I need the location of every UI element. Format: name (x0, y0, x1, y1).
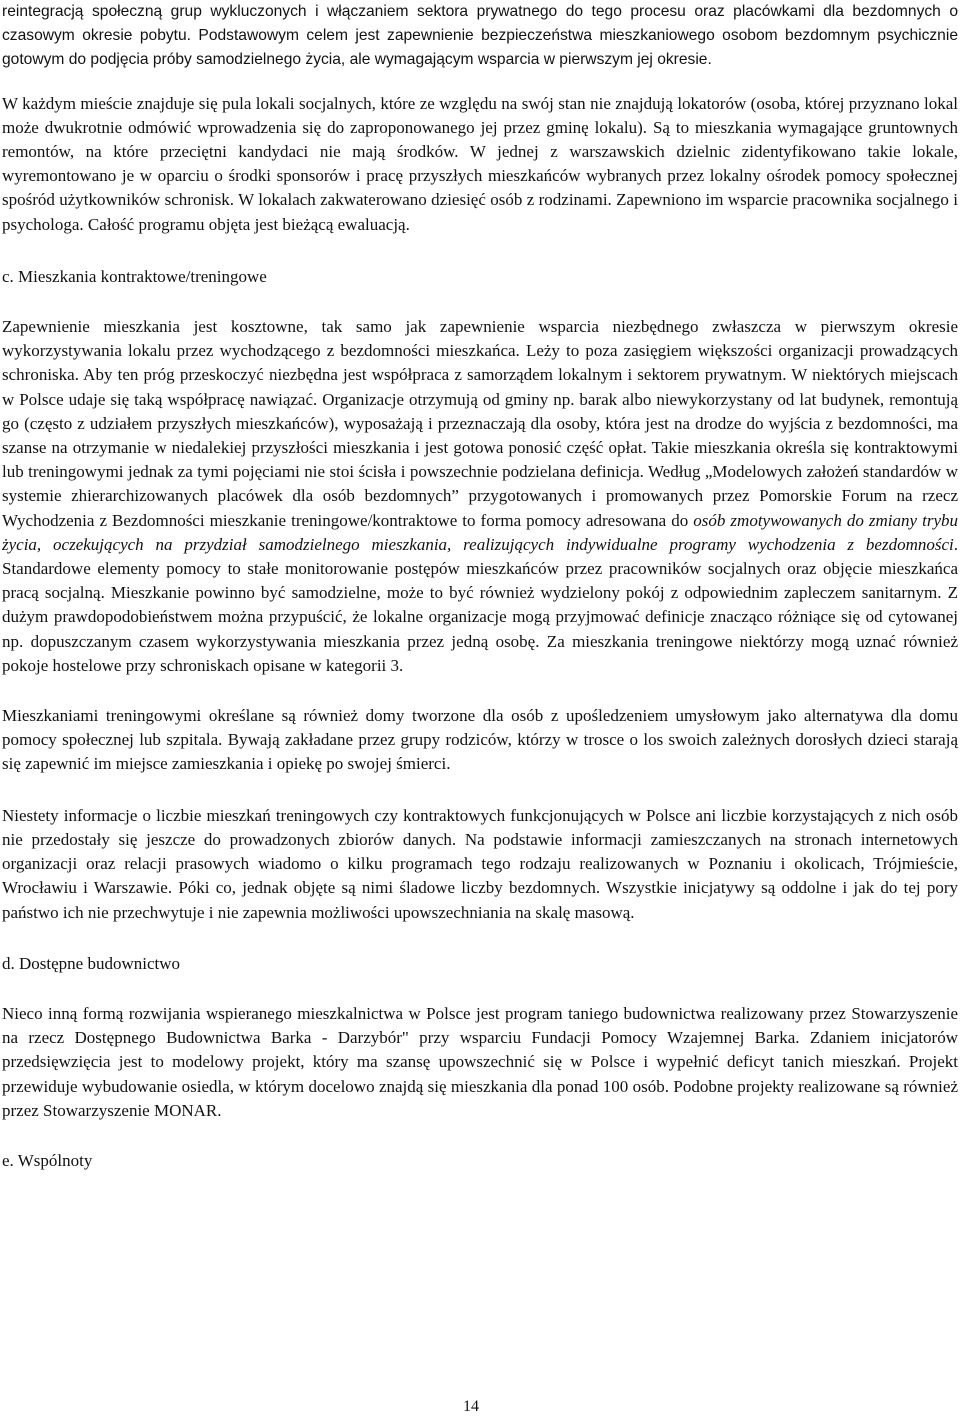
section-heading-c: c. Mieszkania kontraktowe/treningowe (2, 266, 267, 286)
paragraph-contract-housing-part-1: Zapewnienie mieszkania jest kosztowne, tak samo jak zapewnienie wsparcia niezbędnego zwłaszcza w pierwszym okresie wykorzystywania lokalu przez wychodzącego z bezdomności mieszkańca. Leży to poza zasięgiem większości organizacji prowadzących schroniska. Aby ten próg przeskoczyć niezbędna jest współpraca z samorządem lokalnym i sektorem prywatnym. W niektórych miejscach w Polsce udaje się taką współpracę nawiązać. Organizacje otrzymują od gminy np. barak albo niewykorzystany od lat budynek, remontują go (często z udziałem przyszłych mieszkańców), wyposażają i przeznaczają dla osoby, która jest na drodze do wyjścia z bezdomności, ma szanse na otrzymanie w niedalekiej przyszłości mieszkania i jest gotowa ponosić część opłat. Takie mieszkania określa się kontraktowymi lub treningowymi jednak za tymi pojęciami nie stoi ścisła i powszechnie podzielana definicja. Według „Modelowych założeń standardów w systemie zhierarchizowanych placówek dla osób bezdomnych” przygotowanych i promowanych przez Pomorskie Forum na rzecz Wychodzenia z Bezdomności mieszkanie treningowe/kontraktowe to forma pomocy adresowana do (2, 317, 958, 530)
page-number: 14 (463, 1398, 479, 1415)
paragraph-affordable-building: Nieco inną formą rozwijania wspieranego mieszkalnictwa w Polsce jest program taniego budownictwa realizowany przez Stowarzyszenie na rzecz Dostępnego Budownictwa Barka - Darzybór" przy wsparciu Fundacji Pomocy Wzajemnej Barka. Zdaniem inicjatorów przedsięwzięcia jest to modelowy projekt, który ma szansę upowszechnić się w Polsce i wypełnić deficyt tanich mieszkań. Projekt przewiduje wybudowanie osiedla, w którym docelowo znajdą się mieszkania dla ponad 100 osób. Podobne projekty realizowane są również przez Stowarzyszenie MONAR. (2, 1003, 958, 1120)
paragraph-training-housing: Mieszkaniami treningowymi określane są również domy tworzone dla osób z upośledzeniem umysłowym jako alternatywa dla domu pomocy społecznej lub szpitala. Bywają zakładane przez grupy rodziców, którzy w trosce o los swoich zależnych dorosłych dzieci starają się zapewnić im miejsce zamieszkania i opiekę po swojej śmierci. (2, 706, 958, 774)
section-heading-e: e. Wspólnoty (2, 1150, 93, 1170)
paragraph-social-housing: W każdym mieście znajduje się pula lokali socjalnych, które ze względu na swój stan nie znajdują lokatorów (osoba, której przyznano lokal może dwukrotnie odmówić wprowadzenia się do zaproponowanego jej przez gminę lokalu). Są to mieszkania wymagające gruntownych remontów, na które przeciętni kandydaci nie mają środków. W jednej z warszawskich dzielnic zidentyfikowano takie lokale, wyremontowano je w oparciu o środki sponsorów i pracę przyszłych mieszkańców wybranych przez lokalny ośrodek pomocy społecznej spośród użytkowników schronisk. W lokalach zakwaterowano dziesięć osób z rodzinami. Zapewniono im wsparcie pracownika socjalnego i psychologa. Całość programu objęta jest bieżącą ewaluacją. (2, 93, 958, 234)
paragraph-contract-housing (2, 315, 958, 678)
paragraph-lack-of-data: Niestety informacje o liczbie mieszkań treningowych czy kontraktowych funkcjonujących w Polsce ani liczbie korzystających z nich osób nie przedostały się jeszcze do prowadzonych zbiorów danych. Na podstawie informacji zamieszczanych na stronach internetowych organizacji oraz relacji prasowych wiadomo o kilku programach tego rodzaju realizowanych w Poznaniu i okolicach, Trójmieście, Wrocławiu i Warszawie. Póki co, jednak objęte są nimi śladowe liczby bezdomnych. Wszystkie inicjatywy są oddolne i jak do tej pory państwo ich nie przechwytuje i nie zapewnia możliwości upowszechniania na skalę masową. (2, 805, 958, 922)
section-heading-d: d. Dostępne budownictwo (2, 953, 181, 973)
paragraph-reintegration: reintegracją społeczną grup wykluczonych i włączaniem sektora prywatnego do tego procesu oraz placówkami dla bezdomnych o czasowym okresie pobytu. Podstawowym celem jest zapewnienie bezpieczeństwa mieszkaniowego osobom bezdomnym psychicznie gotowym do podjęcia próby samodzielnego życia, ale wymagającym wsparcia w pierwszym jej okresie. (2, 3, 958, 69)
document-page (2, 0, 958, 1173)
paragraph-contract-housing-part-2: . Standardowe elementy pomocy to stałe monitorowanie postępów mieszkańców przez pracowników socjalnych oraz objęcie mieszkańca pracą socjalną. Mieszkanie powinno być samodzielne, może to być również wydzielony pokój z odpowiednim zapleczem sanitarnym. Z dużym prawdopodobieństwem można przypuścić, że lokalne organizacje mogą przyjmować definicje znacząco różniące się od cytowanej np. dopuszczanym czasem wykorzystywania mieszkania przez jedną osobę. Za mieszkania treningowe niektórzy mogą uznać również pokoje hostelowe przy schroniskach opisane w kategorii 3. (2, 534, 958, 675)
paragraph-contract-housing-quote: osób zmotywowanych do zmiany trybu życia, oczekujących na przydział samodzielnego mieszkania, realizujących indywidualne programy wychodzenia z bezdomności (2, 510, 958, 554)
